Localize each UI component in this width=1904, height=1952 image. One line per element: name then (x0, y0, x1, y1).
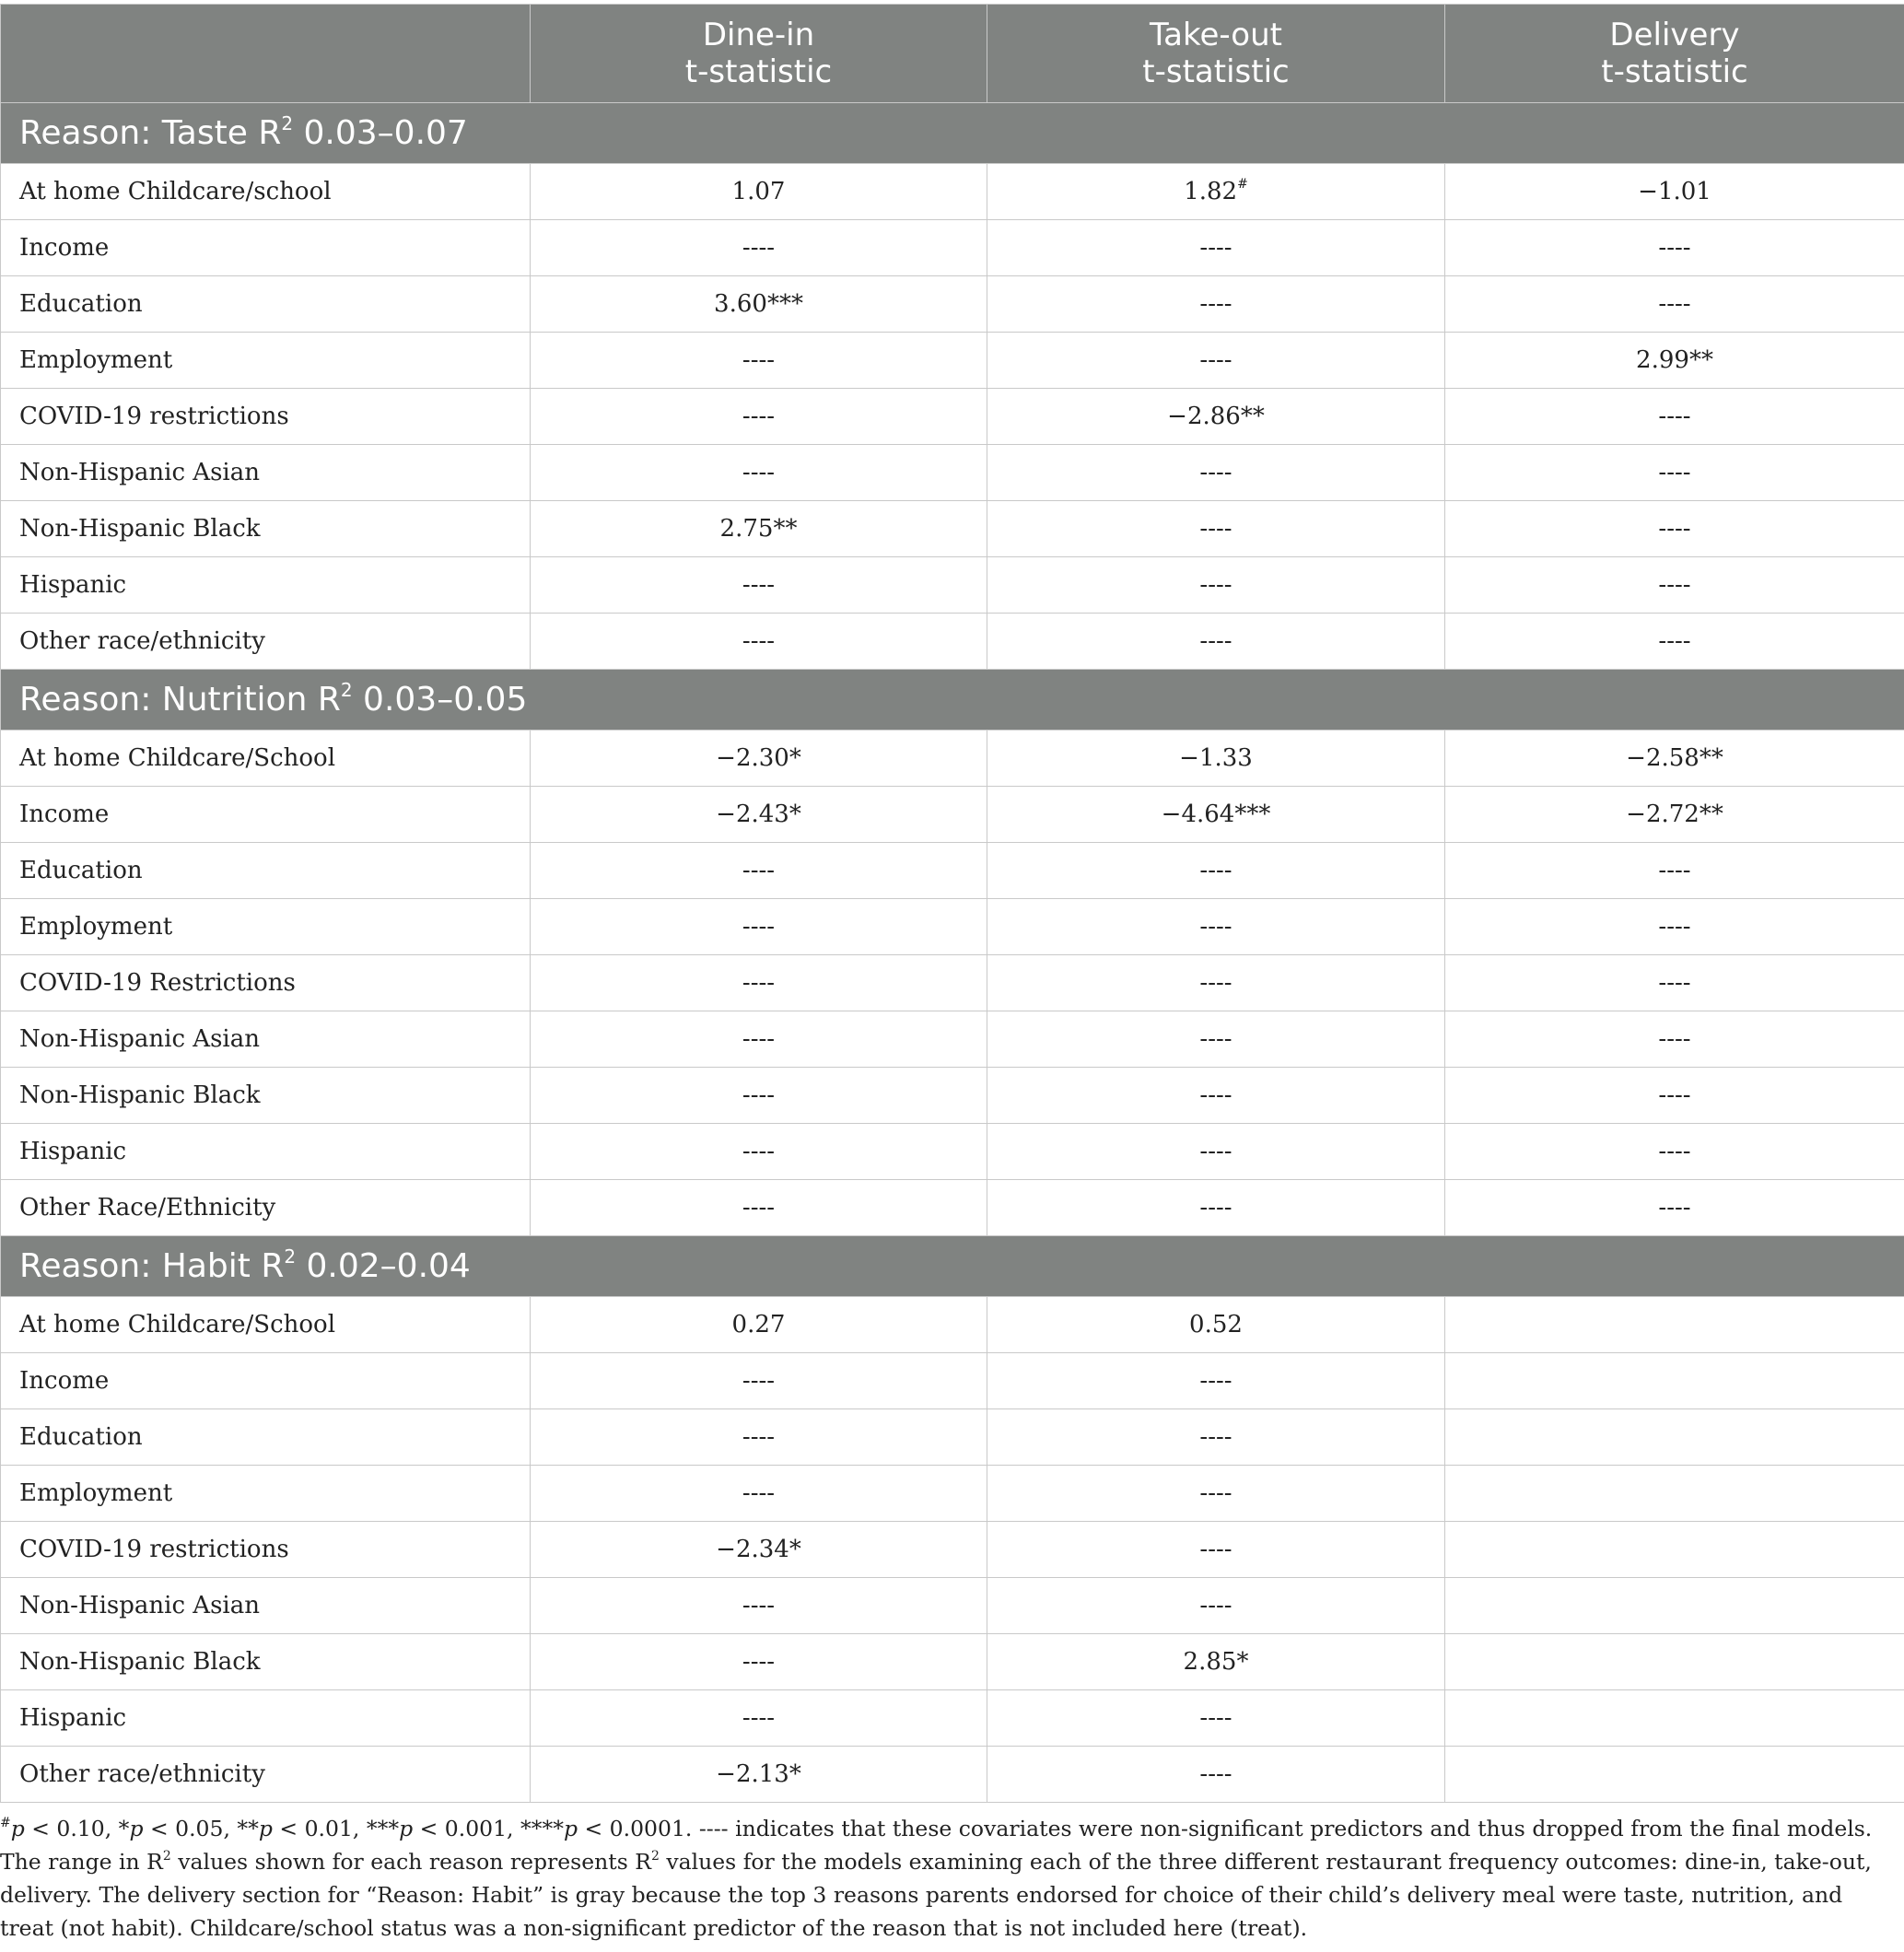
table-header-row (1, 5, 1904, 103)
cell-value: ---- (1199, 627, 1232, 655)
cell-take-out (987, 1124, 1445, 1180)
cell-dine-in (531, 843, 987, 899)
table-row (1, 1690, 1904, 1747)
cell-delivery (1445, 1353, 1904, 1409)
row-label: Income (1, 1353, 531, 1409)
cell-take-out (987, 1466, 1445, 1522)
table-row (1, 787, 1904, 843)
header-dine-in-line1: Dine-in (702, 17, 815, 53)
cell-take-out (987, 445, 1445, 501)
cell-dine-in (531, 164, 987, 220)
cell-delivery (1445, 389, 1904, 445)
cell-value: ---- (1199, 459, 1232, 486)
cell-dine-in (531, 445, 987, 501)
cell-delivery (1445, 276, 1904, 333)
cell-dine-in (531, 333, 987, 389)
cell-dine-in (531, 1180, 987, 1236)
cell-take-out (987, 501, 1445, 557)
table-row (1, 1068, 1904, 1124)
cell-delivery (1445, 1068, 1904, 1124)
footnote-p-symbol: p (564, 1816, 578, 1841)
cell-value: ---- (742, 1194, 776, 1221)
row-label: Income (1, 220, 531, 276)
results-table-container (0, 4, 1904, 1945)
cell-value: ---- (1199, 1025, 1232, 1053)
cell-delivery (1445, 1011, 1904, 1068)
table-row (1, 1578, 1904, 1634)
cell-take-out (987, 1068, 1445, 1124)
row-label: At home Childcare/School (1, 1297, 531, 1353)
cell-dine-in (531, 389, 987, 445)
cell-value: −2.30* (716, 744, 801, 772)
section-title-prefix: Reason: Taste R (19, 114, 282, 152)
row-label: Education (1, 276, 531, 333)
footnote-text: < 0.05, ** (143, 1816, 259, 1841)
footnote-p-symbol: p (129, 1816, 144, 1841)
cell-take-out (987, 276, 1445, 333)
table-row (1, 1634, 1904, 1690)
cell-dine-in (531, 1466, 987, 1522)
cell-value: ---- (1199, 969, 1232, 997)
cell-value: 2.85* (1183, 1648, 1249, 1676)
cell-delivery (1445, 1409, 1904, 1466)
cell-dine-in (531, 1578, 987, 1634)
cell-dine-in (531, 614, 987, 670)
table-row (1, 843, 1904, 899)
cell-value: ---- (742, 346, 776, 374)
cell-value: ---- (1199, 913, 1232, 941)
cell-significance-marker: # (1237, 177, 1248, 192)
row-label: Employment (1, 1466, 531, 1522)
row-label: COVID-19 restrictions (1, 389, 531, 445)
cell-delivery (1445, 614, 1904, 670)
cell-dine-in (531, 276, 987, 333)
cell-delivery (1445, 333, 1904, 389)
section-title-prefix: Reason: Nutrition R (19, 681, 341, 719)
row-label: Education (1, 1409, 531, 1466)
header-cell-empty (1, 5, 531, 103)
table-row (1, 1353, 1904, 1409)
table-row (1, 276, 1904, 333)
cell-value: ---- (1658, 969, 1691, 997)
cell-value: 2.75** (719, 515, 798, 543)
row-label: COVID-19 Restrictions (1, 955, 531, 1011)
section-title-superscript: 2 (284, 1245, 297, 1268)
footnote-text: values for the models examining each of the three different restaurant frequency outcomes: dine-in, take-out, delivery. The delivery section for “Reason: Habit” is gray because the top 3 reasons parents endorsed for choice of their child’s delivery meal were taste, nutrition, and treat (not habit). Childcare/school status was a non-significant predictor of the reason that is not included here (treat). (0, 1849, 1872, 1941)
cell-take-out (987, 1011, 1445, 1068)
row-label: Other race/ethnicity (1, 614, 531, 670)
cell-dine-in (531, 501, 987, 557)
table-row (1, 1522, 1904, 1578)
cell-value: ---- (1199, 571, 1232, 599)
cell-delivery (1445, 1297, 1904, 1353)
cell-value: ---- (1658, 1194, 1691, 1221)
cell-value: 1.82 (1184, 178, 1238, 205)
header-take-out-line2: t-statistic (1142, 53, 1290, 90)
cell-delivery (1445, 557, 1904, 614)
cell-value: ---- (742, 571, 776, 599)
table-row (1, 899, 1904, 955)
section-header-row (1, 103, 1904, 164)
section-title (1, 670, 1904, 731)
cell-value: ---- (1199, 857, 1232, 884)
cell-take-out (987, 899, 1445, 955)
cell-delivery (1445, 843, 1904, 899)
cell-value: ---- (1658, 857, 1691, 884)
cell-delivery (1445, 1522, 1904, 1578)
header-delivery-line1: Delivery (1609, 17, 1740, 53)
cell-delivery (1445, 220, 1904, 276)
footnote-text: values shown for each reason represents R (170, 1849, 651, 1875)
cell-delivery (1445, 955, 1904, 1011)
row-label: Non-Hispanic Black (1, 501, 531, 557)
section-title-range: 0.03–0.05 (352, 681, 528, 719)
cell-value: −2.72** (1626, 801, 1723, 828)
cell-value: 0.52 (1189, 1311, 1243, 1338)
cell-dine-in (531, 557, 987, 614)
row-label: Hispanic (1, 557, 531, 614)
cell-delivery (1445, 731, 1904, 787)
cell-value: 2.99** (1636, 346, 1713, 374)
cell-dine-in (531, 1690, 987, 1747)
cell-value: ---- (1658, 1025, 1691, 1053)
footnote-superscript: 2 (650, 1849, 660, 1864)
cell-take-out (987, 731, 1445, 787)
header-cell-dine-in (531, 5, 987, 103)
header-cell-take-out (987, 5, 1445, 103)
cell-value: −1.01 (1638, 178, 1711, 205)
cell-value: ---- (1658, 515, 1691, 543)
section-title-superscript: 2 (340, 679, 353, 701)
cell-take-out (987, 955, 1445, 1011)
cell-delivery (1445, 1466, 1904, 1522)
footnote-text: < 0.10, * (24, 1816, 130, 1841)
cell-take-out (987, 164, 1445, 220)
cell-value: ---- (1199, 1479, 1232, 1507)
row-label: Education (1, 843, 531, 899)
table-row (1, 333, 1904, 389)
cell-value: ---- (1199, 1081, 1232, 1109)
cell-dine-in (531, 1634, 987, 1690)
row-label: Non-Hispanic Black (1, 1068, 531, 1124)
cell-value: ---- (742, 1081, 776, 1109)
footnote-p-symbol: p (10, 1816, 25, 1841)
cell-delivery (1445, 1124, 1904, 1180)
cell-take-out (987, 333, 1445, 389)
cell-value: ---- (1199, 1760, 1232, 1788)
cell-value: −2.43* (716, 801, 801, 828)
cell-take-out (987, 389, 1445, 445)
cell-value: −1.33 (1179, 744, 1253, 772)
cell-value: ---- (742, 913, 776, 941)
cell-delivery (1445, 445, 1904, 501)
row-label: Non-Hispanic Black (1, 1634, 531, 1690)
cell-value: ---- (1199, 1704, 1232, 1732)
row-label: Non-Hispanic Asian (1, 1011, 531, 1068)
cell-value: ---- (1658, 1138, 1691, 1165)
row-label: At home Childcare/School (1, 731, 531, 787)
cell-value: ---- (1658, 571, 1691, 599)
table-row (1, 445, 1904, 501)
cell-value: ---- (1658, 1081, 1691, 1109)
header-cell-delivery (1445, 5, 1904, 103)
cell-dine-in (531, 1068, 987, 1124)
cell-value: ---- (1199, 1423, 1232, 1451)
table-row (1, 220, 1904, 276)
cell-take-out (987, 220, 1445, 276)
cell-dine-in (531, 220, 987, 276)
cell-value: ---- (1199, 234, 1232, 262)
cell-value: 3.60*** (714, 290, 803, 318)
cell-dine-in (531, 899, 987, 955)
table-row (1, 557, 1904, 614)
cell-dine-in (531, 1124, 987, 1180)
cell-value: ---- (1658, 459, 1691, 486)
footnote-marginal-marker: # (0, 1816, 11, 1830)
cell-take-out (987, 1180, 1445, 1236)
cell-dine-in (531, 1011, 987, 1068)
cell-take-out (987, 1634, 1445, 1690)
table-row (1, 614, 1904, 670)
cell-value: ---- (742, 1479, 776, 1507)
cell-take-out (987, 1409, 1445, 1466)
cell-value: ---- (742, 1367, 776, 1395)
footnote-text: < 0.0001. ---- indicates that these covariates were non-significant predictors and thus dropped from the final models. The range in R (0, 1816, 1873, 1875)
cell-value: ---- (742, 1648, 776, 1676)
cell-value: ---- (1658, 403, 1691, 430)
cell-value: ---- (742, 459, 776, 486)
cell-dine-in (531, 787, 987, 843)
row-label: Hispanic (1, 1124, 531, 1180)
row-label: Other Race/Ethnicity (1, 1180, 531, 1236)
footnote-text: < 0.01, *** (272, 1816, 400, 1841)
cell-value: 0.27 (731, 1311, 786, 1338)
footnote-text: < 0.001, **** (413, 1816, 564, 1841)
section-title-superscript: 2 (281, 112, 294, 134)
footnote-p-symbol: p (258, 1816, 273, 1841)
table-row (1, 1297, 1904, 1353)
cell-value: ---- (1658, 913, 1691, 941)
row-label: Other race/ethnicity (1, 1747, 531, 1803)
table-row (1, 1011, 1904, 1068)
section-title-range: 0.03–0.07 (293, 114, 468, 152)
cell-value: ---- (1199, 515, 1232, 543)
table-row (1, 1466, 1904, 1522)
row-label: COVID-19 restrictions (1, 1522, 531, 1578)
section-header-row (1, 670, 1904, 731)
cell-value: ---- (1199, 290, 1232, 318)
cell-delivery (1445, 1634, 1904, 1690)
cell-value: ---- (1199, 1194, 1232, 1221)
cell-delivery (1445, 1180, 1904, 1236)
table-row (1, 501, 1904, 557)
table-row (1, 1124, 1904, 1180)
cell-delivery (1445, 1690, 1904, 1747)
cell-dine-in (531, 1409, 987, 1466)
cell-take-out (987, 1690, 1445, 1747)
row-label: Income (1, 787, 531, 843)
table-row (1, 1180, 1904, 1236)
cell-value: −2.13* (716, 1760, 801, 1788)
cell-value: ---- (742, 627, 776, 655)
cell-value: ---- (742, 1592, 776, 1619)
cell-value: ---- (742, 1423, 776, 1451)
cell-value: ---- (1658, 234, 1691, 262)
footnote-p-symbol: p (399, 1816, 414, 1841)
table-row (1, 1747, 1904, 1803)
row-label: Non-Hispanic Asian (1, 445, 531, 501)
table-row (1, 164, 1904, 220)
cell-take-out (987, 787, 1445, 843)
table-footnote (0, 1803, 1904, 1945)
header-dine-in-line2: t-statistic (684, 53, 833, 90)
cell-dine-in (531, 1353, 987, 1409)
section-title (1, 1236, 1904, 1297)
cell-value: 1.07 (731, 178, 786, 205)
table-row (1, 1409, 1904, 1466)
cell-value: ---- (1658, 290, 1691, 318)
table-row (1, 955, 1904, 1011)
cell-value: ---- (742, 1138, 776, 1165)
cell-dine-in (531, 731, 987, 787)
cell-take-out (987, 614, 1445, 670)
table-row (1, 731, 1904, 787)
cell-dine-in (531, 955, 987, 1011)
cell-dine-in (531, 1747, 987, 1803)
cell-value: ---- (742, 403, 776, 430)
cell-value: ---- (1199, 1536, 1232, 1563)
cell-delivery (1445, 1578, 1904, 1634)
cell-value: ---- (1199, 1592, 1232, 1619)
cell-value: ---- (1658, 627, 1691, 655)
cell-value: ---- (742, 234, 776, 262)
header-take-out-line1: Take-out (1150, 17, 1282, 53)
cell-take-out (987, 557, 1445, 614)
row-label: Non-Hispanic Asian (1, 1578, 531, 1634)
results-table (0, 4, 1904, 1803)
cell-take-out (987, 1522, 1445, 1578)
cell-value: −2.58** (1626, 744, 1723, 772)
table-row (1, 389, 1904, 445)
cell-delivery (1445, 1747, 1904, 1803)
cell-value: −4.64*** (1161, 801, 1271, 828)
cell-dine-in (531, 1297, 987, 1353)
cell-value: ---- (1199, 1367, 1232, 1395)
section-title-range: 0.02–0.04 (296, 1247, 471, 1285)
cell-take-out (987, 1747, 1445, 1803)
cell-value: ---- (742, 857, 776, 884)
cell-take-out (987, 1297, 1445, 1353)
cell-value: −2.86** (1167, 403, 1265, 430)
section-title-prefix: Reason: Habit R (19, 1247, 285, 1285)
cell-value: ---- (1199, 346, 1232, 374)
cell-dine-in (531, 1522, 987, 1578)
cell-delivery (1445, 899, 1904, 955)
cell-value: ---- (742, 1025, 776, 1053)
section-title (1, 103, 1904, 164)
cell-value: ---- (742, 969, 776, 997)
cell-value: ---- (742, 1704, 776, 1732)
row-label: At home Childcare/school (1, 164, 531, 220)
row-label: Employment (1, 333, 531, 389)
footnote-superscript: 2 (162, 1849, 171, 1864)
cell-delivery (1445, 164, 1904, 220)
row-label: Employment (1, 899, 531, 955)
cell-value: −2.34* (716, 1536, 801, 1563)
section-header-row (1, 1236, 1904, 1297)
cell-value: ---- (1199, 1138, 1232, 1165)
row-label: Hispanic (1, 1690, 531, 1747)
results-table-body (1, 5, 1904, 1803)
cell-take-out (987, 1353, 1445, 1409)
cell-take-out (987, 843, 1445, 899)
cell-delivery (1445, 787, 1904, 843)
cell-take-out (987, 1578, 1445, 1634)
cell-delivery (1445, 501, 1904, 557)
header-delivery-line2: t-statistic (1601, 53, 1748, 90)
